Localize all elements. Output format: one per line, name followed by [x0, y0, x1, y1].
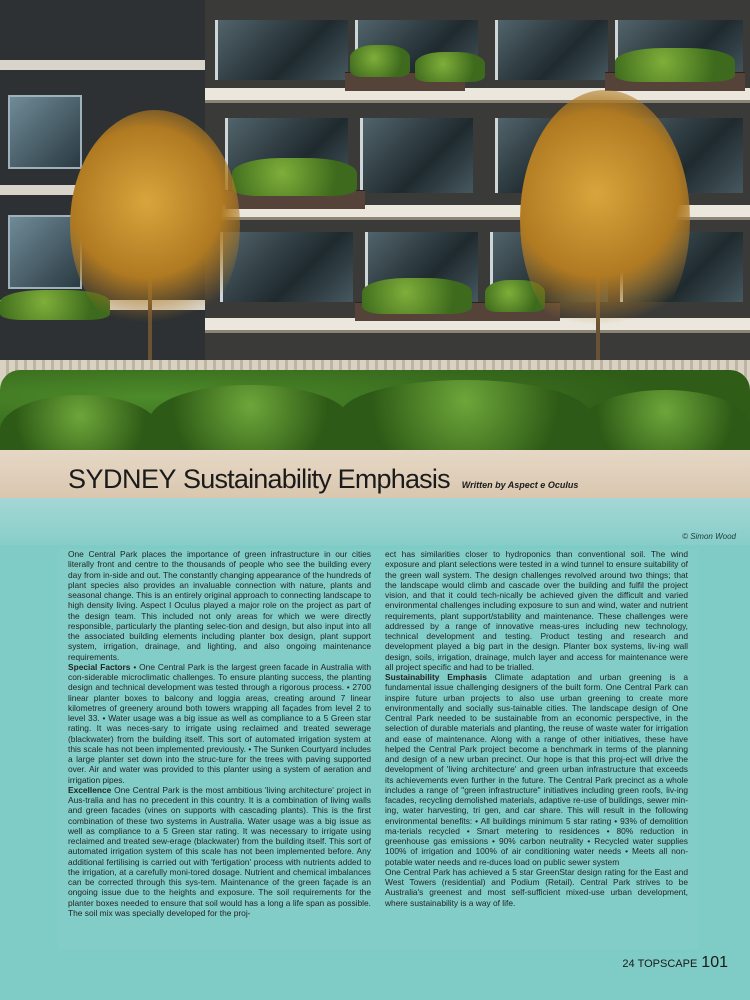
- section-heading: Excellence: [68, 784, 112, 795]
- paragraph: [68, 785, 371, 918]
- column-right: [385, 549, 688, 918]
- paragraph-text: ect has similarities closer to hydroponics than conventional soil. The wind exposure and plant selections were tested in a wind tunnel to ensure suitability of the green wall system. The design challenges revolved around two things; that the landscape would climb and cascade over the building and fulfil the project vision, and that it could tech-nically be achieved given the difficult and varied environmental challenges including exposure to sun and wind, water and nutrient requirements, plant support/stability and maintenance. These challenges were addressed by a range of innovative meas-ures including new technology, technical development and testing. Product testing and research and development played a big part in the design. Planter box systems, liv-ing wall design, soils, irrigation, drainage, mulch layer and access for maintenance were all project specific and had to be trialled.: [385, 549, 688, 672]
- byline: Written by Aspect e Oculus: [461, 480, 579, 490]
- title-subtitle: Sustainability Emphasis: [183, 464, 450, 494]
- paragraph: [385, 672, 688, 867]
- title-city: SYDNEY: [68, 464, 177, 494]
- tree-right: [520, 90, 690, 350]
- article-body: [58, 549, 698, 949]
- magazine-name: TOPSCAPE: [637, 958, 698, 970]
- paragraph-text: • One Central Park is the largest green facade in Australia with con-siderable microclimatic challenges. To ensure planting success, the planting design and technical development was tested through a rigorous process. • 2700 linear planter boxes to balcony and loggia areas, creating around 7 linear kilometres of greenery around both towers wrapping all façades from level 2 to level 33. • Water usage was a big issue as well as compliance to a 5 Green star rating. It was neces-sary to irrigate using reclaimed and treated sewerage (blackwater) from the building itself. This sort of automated irrigation system at this scale has not been implemented previously. • The Sunken Courtyard includes a large planter set down into the struc-ture for the trees with paving supported over. Air and water was provided to this planter using a system of aeration and irrigation pipes.: [68, 661, 371, 785]
- paragraph: [68, 662, 371, 785]
- page-number: 101: [701, 954, 728, 971]
- photo-credit: © Simon Wood: [682, 532, 736, 541]
- column-left: [68, 549, 371, 918]
- section-heading: Sustainability Emphasis: [385, 672, 487, 682]
- paragraph: [68, 549, 371, 662]
- tree-left: [70, 110, 240, 340]
- page-folio: [622, 954, 728, 972]
- paragraph-text: Climate adaptation and urban greening is a fundamental issue challenging designers of the built form. One Central Park can inspire future urban projects to also use urban greening to create more environmentally and socially sus-tainable cities. The landscape design of One Central Park needed to be sustainable from an economic perspective, in the selection of durable materials and planting, the reuse of waste water for irrigation and ease of maintenance. Along with a range of other initiatives, these have helped the Central Park project become a benchmark in terms of the planning and design of a new urban precinct. Our hope is that this proj-ect will drive the development of 'living architecture' and green urban infrastructure that exceeds its achievements even further in the future. The Central Park precinct as a whole includes a range of "green infrastructure" initiatives including green roofs, liv-ing facades, recycling demolished materials, adaptive re-use of buildings, sewer min-ing, water harvesting, tri gen, and car share. This will result in the following environmental benefits: • All buildings minimum 5 star rating • 93% of demolition ma-terials recycled • Smart metering to residences • 80% reduction in greenhouse gas emissions • 90% carbon neutrality • Recycled water supplies 100% of irrigation and 100% of air conditioning water needs • Meets all non-potable water needs and re-duces load on public sewer system: [385, 672, 689, 867]
- paragraph-text: One Central Park is the most ambitious 'living architecture' project in Aus-tralia and has no precedent in this country. It is a combination of living walls and green facades (vines on supports with cascading plants). This is the first combination of these two systems in Australia. Water usage was a big issue as well as compliance to a 5 Green star rating. It was necessary to irrigate using reclaimed and treated sew-erage (blackwater) from the building itself. This sort of automated irrigation system of this scale has not been implemented before. Any additional fertilising is carried out with 'fertigation' process with nutrients added to the irrigation, at a carefully moni-tored dosage. Nutrient and chemical imbalances can be corrected through this sys-tem. Maintenance of the green façade is an ongoing issue due to the heights and exposure. The soil requirements for the planter boxes needed to ensure that soil would has a long a life span as possible. The soil mix was specially developed for the proj-: [68, 784, 371, 918]
- paragraph: [385, 549, 688, 672]
- pool: [0, 498, 750, 545]
- section-heading: Special Factors: [68, 661, 131, 672]
- issue-number: 24: [622, 958, 635, 970]
- paragraph-text: One Central Park has achieved a 5 star GreenStar design rating for the East and West Towers (residential) and Podium (Retail). Central Park strives to be Australia's greenest and most self-sufficient mixed-use urban development, where sustainability is a way of life.: [385, 866, 688, 908]
- paragraph-text: One Central Park places the importance of green infrastructure in our cities literally front and centre to the thousands of people who see the building every day from in-side and out. The constantly changing appearance of the hundreds of plant species also provides an invaluable connection with nature, plants and seasonal change. This is an entirely original approach to connecting landscape to high density living. Aspect I Oculus played a major role on the project as part of the design team. This included not only areas for which we were directly responsible, particularly the planting selec-tion and design, but also input into all the associated building elements including planter box design, plant support system, irrigation, drainage, and lighting, and also ongoing maintenance requirements.: [68, 549, 371, 662]
- paragraph: [385, 867, 688, 908]
- article-title: [68, 464, 578, 495]
